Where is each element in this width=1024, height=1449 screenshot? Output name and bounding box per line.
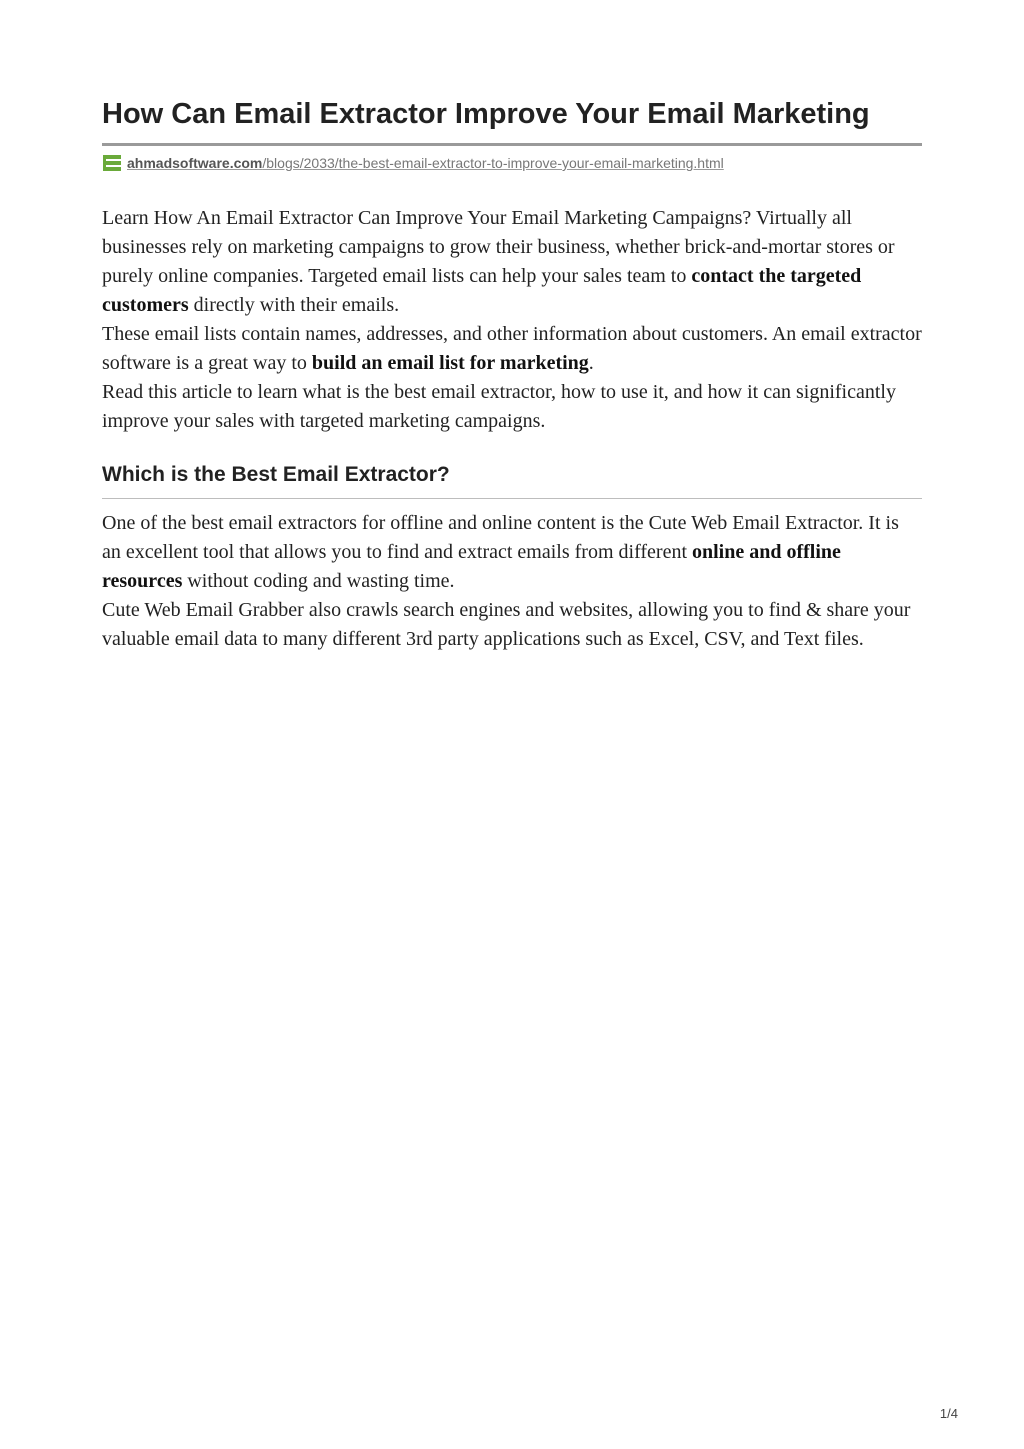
- intro-paragraph-2: [102, 320, 922, 378]
- site-favicon-icon: [102, 154, 122, 172]
- section-text: One of the best email extractors for offline and online content is the Cute Web Email Extractor. It is an excellent tool that allows you to find and extract emails from different: [102, 512, 899, 563]
- section-paragraph-1: [102, 509, 922, 596]
- document-page: [102, 96, 922, 654]
- intro-text: Learn How An Email Extractor Can Improve Your Email Marketing Campaigns? Virtually all businesses rely on marketing campaigns to grow their business, whether brick-and-mortar stores or purely online companies. Targeted email lists can help your sales team to: [102, 207, 895, 287]
- source-link[interactable]: [127, 154, 724, 172]
- intro-text: directly with their emails.: [188, 294, 400, 316]
- source-path: /blogs/2033/the-best-email-extractor-to-improve-your-email-marketing.html: [262, 155, 724, 171]
- section-paragraph-2: Cute Web Email Grabber also crawls search engines and websites, allowing you to find & share your valuable email data to many different 3rd party applications such as Excel, CSV, and Text files.: [102, 599, 911, 650]
- section-text: without coding and wasting time.: [182, 570, 455, 592]
- emphasis-text: contact the targeted customers: [102, 265, 862, 316]
- intro-section: [102, 204, 922, 436]
- source-line: [102, 154, 922, 172]
- intro-text: .: [588, 352, 594, 374]
- article-title: How Can Email Extractor Improve Your Email Marketing: [102, 96, 922, 146]
- section-heading: Which is the Best Email Extractor?: [102, 461, 922, 499]
- intro-paragraph-1: [102, 204, 922, 320]
- source-domain: ahmadsoftware.com: [127, 155, 263, 171]
- page-number: 1/4: [939, 1406, 958, 1421]
- intro-text: These email lists contain names, addresses, and other information about customers. An email extractor software is a great way to: [102, 323, 922, 374]
- emphasis-text: online and offline resources: [102, 541, 841, 592]
- intro-paragraph-3: Read this article to learn what is the best email extractor, how to use it, and how it can significantly improve your sales with targeted marketing campaigns.: [102, 381, 896, 432]
- section-body: [102, 509, 922, 654]
- emphasis-text: build an email list for marketing: [311, 352, 589, 374]
